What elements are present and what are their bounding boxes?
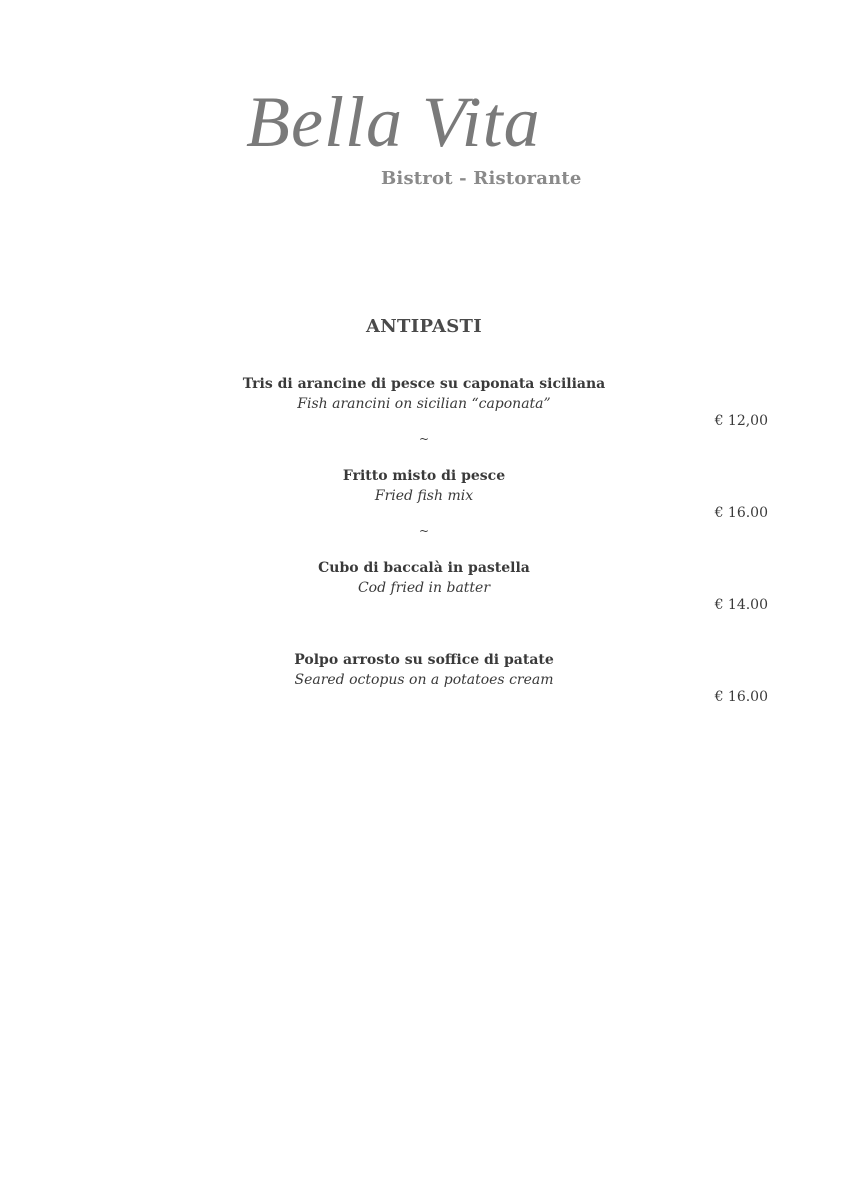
restaurant-logo bbox=[0, 80, 848, 200]
menu-item-translation: Fried fish mix bbox=[374, 488, 474, 504]
menu-item-price: € 16.00 bbox=[714, 505, 768, 521]
menu-item-name: Polpo arrosto su soffice di patate bbox=[294, 652, 554, 668]
section-title: ANTIPASTI bbox=[366, 316, 482, 337]
menu-item-translation: Seared octopus on a potatoes cream bbox=[294, 672, 554, 688]
menu-item-name: Cubo di baccalà in pastella bbox=[318, 560, 530, 576]
menu-item-name: Tris di arancine di pesce su caponata siciliana bbox=[242, 376, 606, 392]
menu-item-translation: Fish arancini on sicilian “caponata” bbox=[297, 396, 551, 412]
menu-item-translation: Cod fried in batter bbox=[357, 580, 491, 596]
logo-subtitle: Bistrot - Ristorante bbox=[381, 168, 582, 189]
menu-item-price: € 14.00 bbox=[714, 597, 768, 613]
logo-script-text: Bella Vita bbox=[246, 82, 541, 162]
menu-item-price: € 16.00 bbox=[714, 689, 768, 705]
menu-item-price: € 12,00 bbox=[714, 413, 768, 429]
item-separator: ~ bbox=[418, 524, 430, 538]
item-separator: ~ bbox=[418, 432, 430, 446]
menu-item-name: Fritto misto di pesce bbox=[342, 468, 506, 484]
